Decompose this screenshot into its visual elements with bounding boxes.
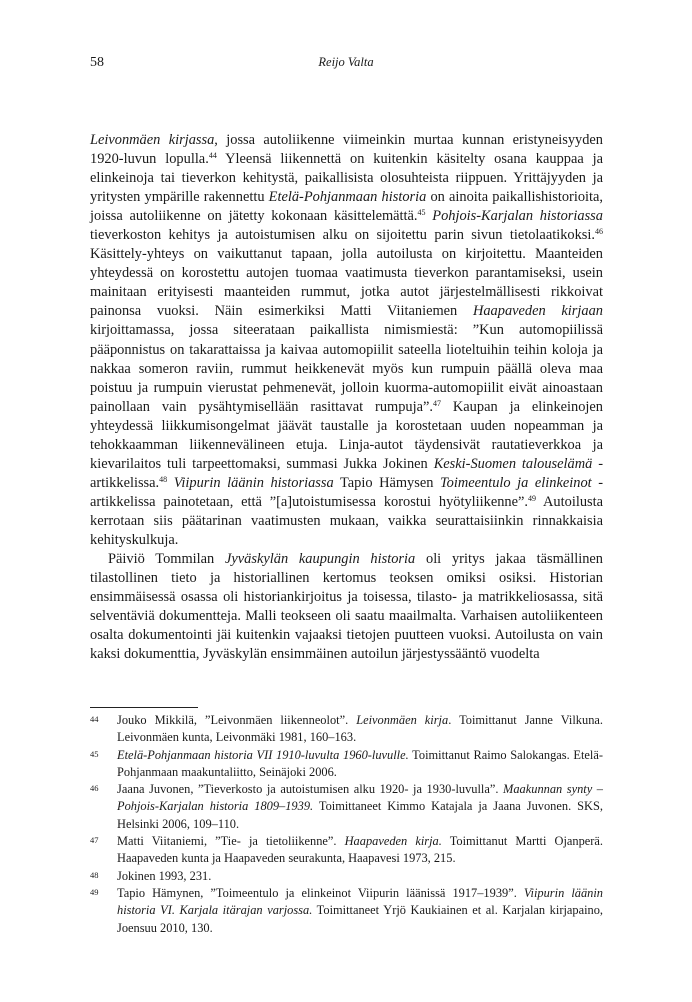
body-text: [90, 131, 603, 664]
footnote-text: [117, 712, 603, 747]
italic-title: Keski-Suomen talouselämä: [433, 455, 593, 472]
text-run: Toimittanut Martti Ojanperä. Haapaveden kunta ja Haapaveden seurakunta, Haapavesi 1973, 215.: [117, 834, 603, 866]
text-run: -artikkelissa.: [90, 455, 604, 491]
footnote-number: 44: [90, 714, 99, 724]
text-run: Käsittely-yhteys on vaikuttanut tapaan, jolla autoilusta on kirjoitettu. Maanteiden yhteydessä on korostettu autojen tuomaa vaatimusta tieverkon parantamiseksi, usein mainitaan erityisesti maanteiden rummut, jotka autot järjestelmällisesti rikkoivat painonsa vuoksi. Näin esimerkiksi Matti Viitaniemen: [90, 246, 603, 320]
text-run: on ainoita paikallishistorioita, joissa autoliikenne on jätetty kokonaan käsittelemättä.: [90, 189, 604, 225]
italic-title: Leivonmäen kirja: [356, 713, 449, 727]
footnote-reference: 45: [417, 208, 426, 218]
running-head: Reijo Valta: [318, 55, 374, 69]
text-run: Jokinen 1993, 231.: [117, 868, 212, 883]
footnote-text: [117, 747, 603, 782]
text-run: -artikkelissa painotetaan, että ”[a]utoistumisessa korostui hyötyliikenne”.: [90, 474, 603, 510]
footnote-text: [117, 781, 603, 833]
text-run: Tapio Hämysen: [333, 474, 440, 491]
text-run: Toimittanut Raimo Salokangas. Etelä-Pohjanmaan maakuntaliitto, Seinäjoki 2006.: [117, 747, 603, 779]
footnote-reference: 48: [159, 474, 168, 484]
footnote-item: [90, 781, 603, 833]
footnote-reference: 44: [208, 151, 217, 161]
footnote-item: [90, 747, 603, 782]
footnote-number: 48: [90, 869, 99, 880]
italic-title: Toimeentulo ja elinkeinot: [439, 474, 592, 491]
italic-title: Viipurin läänin historiassa: [173, 474, 334, 491]
text-run: Päiviö Tommilan: [108, 551, 226, 568]
footnote-number: 45: [90, 748, 99, 759]
text-run: Toimittaneet Yrjö Kaukiainen et al. Karjalan kirjapaino, Joensuu 2010, 130.: [117, 903, 604, 935]
text-run: Yleensä liikennettä on kuitenkin käsitelty osana kauppaa ja elinkeinoja tai tieverkon kehitystä, paikallisista olosuhteista riippuen. Yrittäjyyden ja yritysten ympärille rakennettu: [90, 151, 603, 206]
footnote-divider: [90, 707, 198, 708]
footnote-reference: 46: [595, 227, 603, 237]
text-run: oli yritys jakaa täsmällinen tilastollinen tieto ja historiallinen kertomus teoksen omiksi osiksi. Historian ensimmäisessä osassa oli historiankirjoitus ja toisessa, tilasto- ja matrikkeliosassa, sitä selventäviä dokumentteja. Malli teokseen oli saatu maailmalta. Varhaisen autoliikenteen osalta dokumentointi jäi kuitenkin vajaaksi tietojen puutteen vuoksi. Autoilusta on vain kaksi dokumenttia, Jyväskylän ensimmäinen autoilun järjestyssääntö vuodelta: [90, 551, 603, 663]
text-run: Matti Viitaniemi, ”Tie- ja tietoliikenne”.: [117, 834, 345, 849]
italic-title: Etelä-Pohjanmaan historia VII 1910-luvulta 1960-luvulle.: [117, 747, 409, 762]
footnote-text: [117, 868, 603, 885]
footnote-text: [117, 885, 603, 937]
italic-title: Jyväskylän kaupungin historia: [225, 551, 416, 568]
text-run: Kaupan ja elinkeinojen yhteydessä liikkumisongelmat jäävät taustalle ja korostetaan uuden nopeamman ja tehokkaamman liikennevälineen etuja. Linja-autot täydensivät rautatieverkkoa ja kievarilaitos tuli tarpeettomaksi, summasi Jukka Jokinen: [90, 398, 604, 472]
footnote-item: [90, 868, 603, 885]
page-number: 58: [90, 55, 104, 70]
page-header: [90, 55, 602, 75]
italic-title: Pohjois-Karjalan historiassa: [432, 208, 603, 225]
footnote-item: [90, 833, 603, 868]
body-paragraph: [90, 131, 603, 550]
footnote-reference: 49: [528, 493, 536, 503]
italic-title: Maakunnan synty – Pohjois-Karjalan historia 1809–1939.: [117, 782, 603, 814]
footnote-text: [117, 833, 603, 868]
text-run: , jossa autoliikenne viimeinkin murtaa kunnan eristyneisyyden 1920-luvun lopulla.: [90, 132, 603, 168]
text-run: Jouko Mikkilä, ”Leivonmäen liikenneolot”.: [117, 713, 357, 727]
footnote-item: [90, 712, 603, 747]
text-run: kirjoittamassa, jossa siteerataan paikallista nimismiestä: ”Kun automopiilissä pääponnistus on takarattaissa ja kaivaa automopiilit sateella lioteltuihin teihin koloja ja nakkaa someron raviin, rummut heikkenevät myös kun rumpuin päällä oleva maa poistuu ja rumpuin vierustat pehmenevät, jolloin kuorma-automopiilit eivät ainoastaan painollaan vain pysähtymisellään rasittavat rumpuja”.: [90, 322, 603, 415]
italic-title: Etelä-Pohjanmaan historia: [268, 189, 427, 206]
body-paragraph: [90, 550, 603, 664]
footnotes: [90, 712, 603, 937]
footnote-number: 46: [90, 783, 99, 794]
italic-title: Leivonmäen kirjassa: [90, 132, 215, 148]
text-run: tieverkoston kehitys ja autoistumisen alku on sijoitettu parin sivun tietolaatikoksi.: [90, 227, 595, 244]
text-run: Toimittaneet Kimmo Katajala ja Jaana Juvonen. SKS, Helsinki 2006, 109–110.: [117, 799, 603, 831]
footnote-number: 49: [90, 886, 99, 897]
text-run: . Toimittanut Janne Vilkuna. Leivonmäen kunta, Leivonmäki 1981, 160–163.: [117, 713, 603, 745]
italic-title: Viipurin läänin historia VI. Karjala itärajan varjossa.: [117, 885, 603, 918]
text-run: Autoilusta kerrotaan siis päätarinan vaatimusten mukaan, vaikka seurattaisiinkin rinnakkaisia kehityskulkuja.: [90, 493, 603, 548]
footnote-number: 47: [90, 835, 99, 846]
footnote-item: [90, 885, 603, 937]
italic-title: Haapaveden kirjaan: [472, 303, 603, 320]
text-run: Jaana Juvonen, ”Tieverkosto ja autoistumisen alku 1920- ja 1930-luvulla”.: [117, 782, 504, 797]
italic-title: Haapaveden kirja.: [344, 834, 442, 849]
text-run: Tapio Hämynen, ”Toimeentulo ja elinkeinot Viipurin läänissä 1917–1939”.: [117, 885, 524, 900]
footnote-reference: 47: [432, 398, 441, 408]
